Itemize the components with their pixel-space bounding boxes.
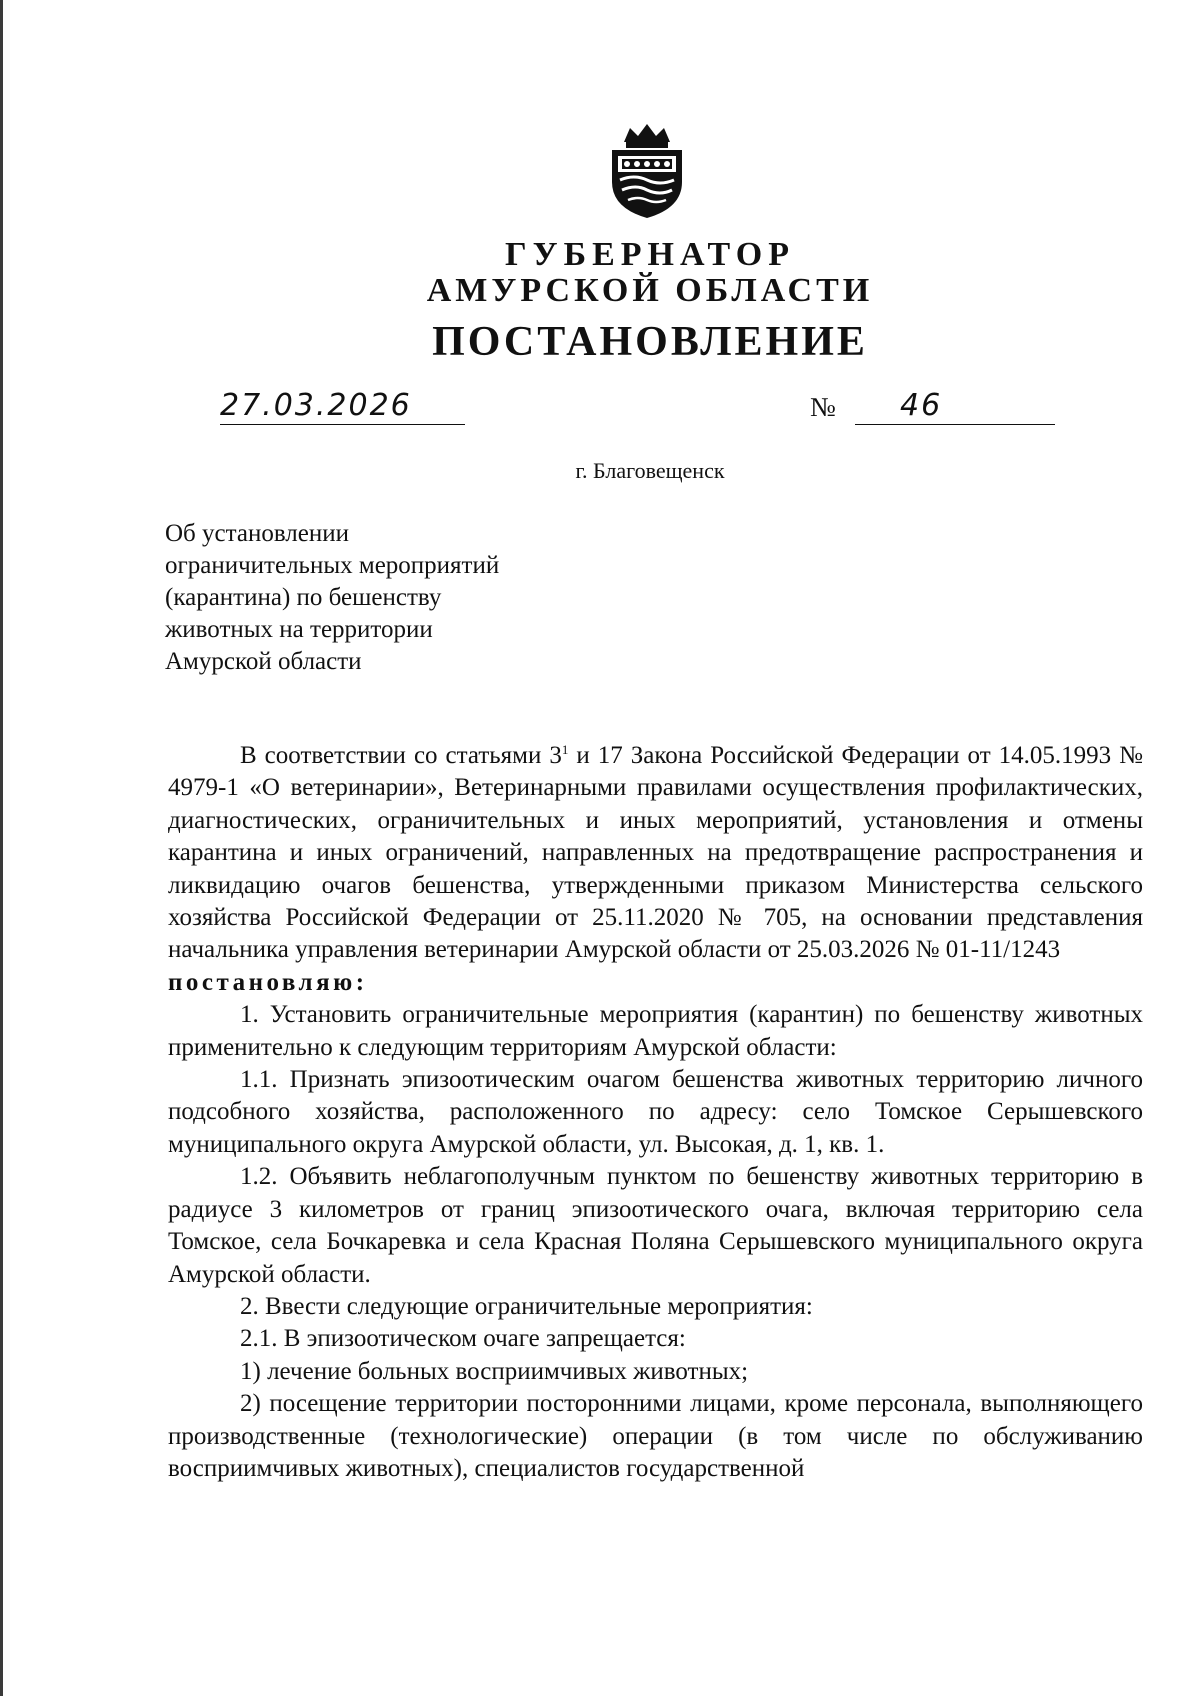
paragraph: 2) посещение территории посторонними лицами, кроме персонала, выполняющего производственные (технологические) операции (в том числе по обслуживанию восприимчивых животных), специалистов государственной [168,1390,1143,1482]
issuer-region: АМУРСКОЙ ОБЛАСТИ [426,272,874,309]
paragraph: 2.1. В эпизоотическом очаге запрещается: [240,1325,686,1353]
paragraph: 1.2. Объявить неблагополучным пунктом по бешенству животных территорию в радиусе 3 километров от границ эпизоотического очага, включая территорию села Томское, села Бочкаревка и села Красная Поляна Серышевского муниципального округа Амурской области. [168,1163,1143,1288]
paragraph: 1.1. Признать эпизоотическим очагом бешенства животных территорию личного подсобного хозяйства, расположенного по адресу: село Томское Серышевского муниципального округа Амурской области, ул. Высокая, д. 1, кв. 1. [168,1066,1143,1158]
preamble-superscript: 1 [561,742,569,757]
preamble-start: В соответствии со статьями 3 [240,742,562,769]
preamble [168,740,1143,967]
subject-line: животных на территории [165,616,433,643]
paragraph: 2. Ввести следующие ограничительные мероприятия: [240,1292,813,1320]
subject-line: Об установлении [165,520,350,547]
date-value: 27.03.2026 [220,388,412,423]
document-body [168,740,1143,1485]
issuer-title: ГУБЕРНАТОР [505,236,795,273]
paragraph: 1) лечение больных восприимчивых животных; [240,1357,749,1385]
document-type: ПОСТАНОВЛЕНИЕ [432,319,868,365]
subject-line: (карантина) по бешенству [165,584,442,611]
number-value: 46 [900,388,943,423]
preamble-rest: и 17 Закона Российской Федерации от 14.05.1993 № 4979-1 «О ветеринарии», Ветеринарными правилами осуществления профилактических, диагностических, ограничительных и иных мероприятий, установления и отмены карантина и иных ограничений, направленных на предотвращение распространения и ликвидацию очагов бешенства, утвержденными приказом Министерства сельского хозяйства Российской Федерации от 25.11.2020 № 705, на основании представления начальника управления ветеринарии Амурской области от 25.03.2026 № 01-11/1243 [168,742,1143,964]
date-field [220,388,465,425]
number-field [855,388,1055,425]
city: г. Благовещенск [575,458,725,483]
subject-line: ограничительных мероприятий [165,552,500,579]
subject-block [165,518,499,678]
paragraph: 1. Установить ограничительные мероприятия (карантин) по бешенству животных применительно к следующим территориям Амурской области: [168,1001,1143,1061]
coat-of-arms-icon [604,120,690,220]
decree-word: постановляю: [168,968,368,996]
number-label: № [810,392,836,422]
subject-line: Амурской области [165,648,362,675]
